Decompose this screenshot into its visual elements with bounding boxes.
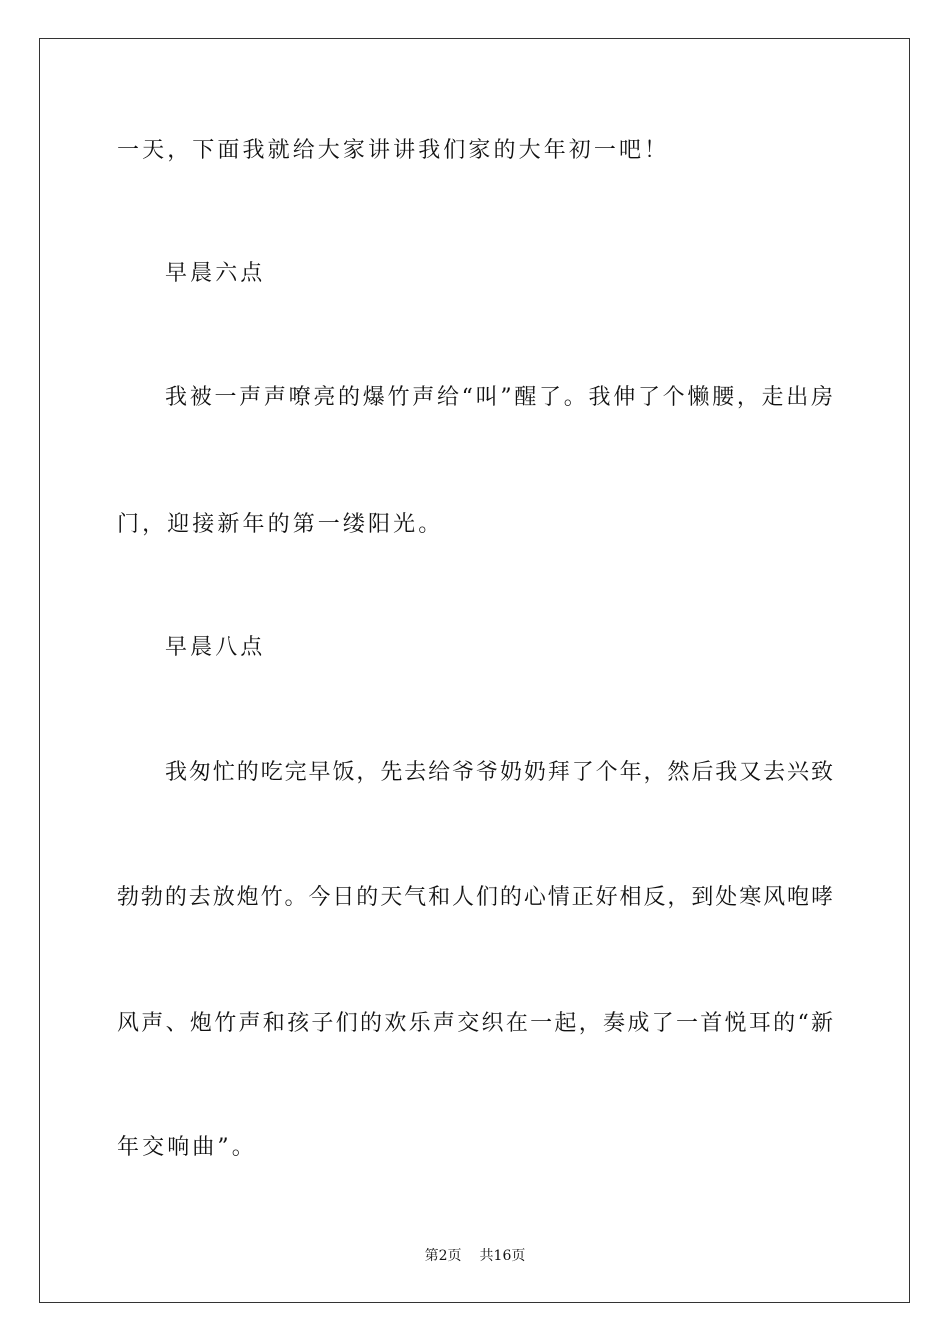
paragraph-line: 年交响曲”。 [117,1135,257,1160]
page-footer [0,1246,950,1266]
paragraph-line: 我被一声声嘹亮的爆竹声给“叫”醒了。我伸了个懒腰，走出房 [165,385,833,410]
paragraph-line: 勃勃的去放炮竹。今日的天气和人们的心情正好相反，到处寒风咆哮 [117,885,833,910]
paragraph-line: 门，迎接新年的第一缕阳光。 [117,512,444,537]
section-heading: 早晨六点 [165,261,266,286]
page-total: 共16页 [479,1248,526,1264]
page-number: 第2页 [424,1248,462,1264]
page-border [39,38,910,1303]
paragraph-line: 风声、炮竹声和孩子们的欢乐声交织在一起，奏成了一首悦耳的“新 [117,1011,833,1036]
paragraph-line: 一天，下面我就给大家讲讲我们家的大年初一吧！ [117,138,670,163]
section-heading: 早晨八点 [165,635,266,660]
paragraph-line: 我匆忙的吃完早饭，先去给爷爷奶奶拜了个年，然后我又去兴致 [165,760,833,785]
